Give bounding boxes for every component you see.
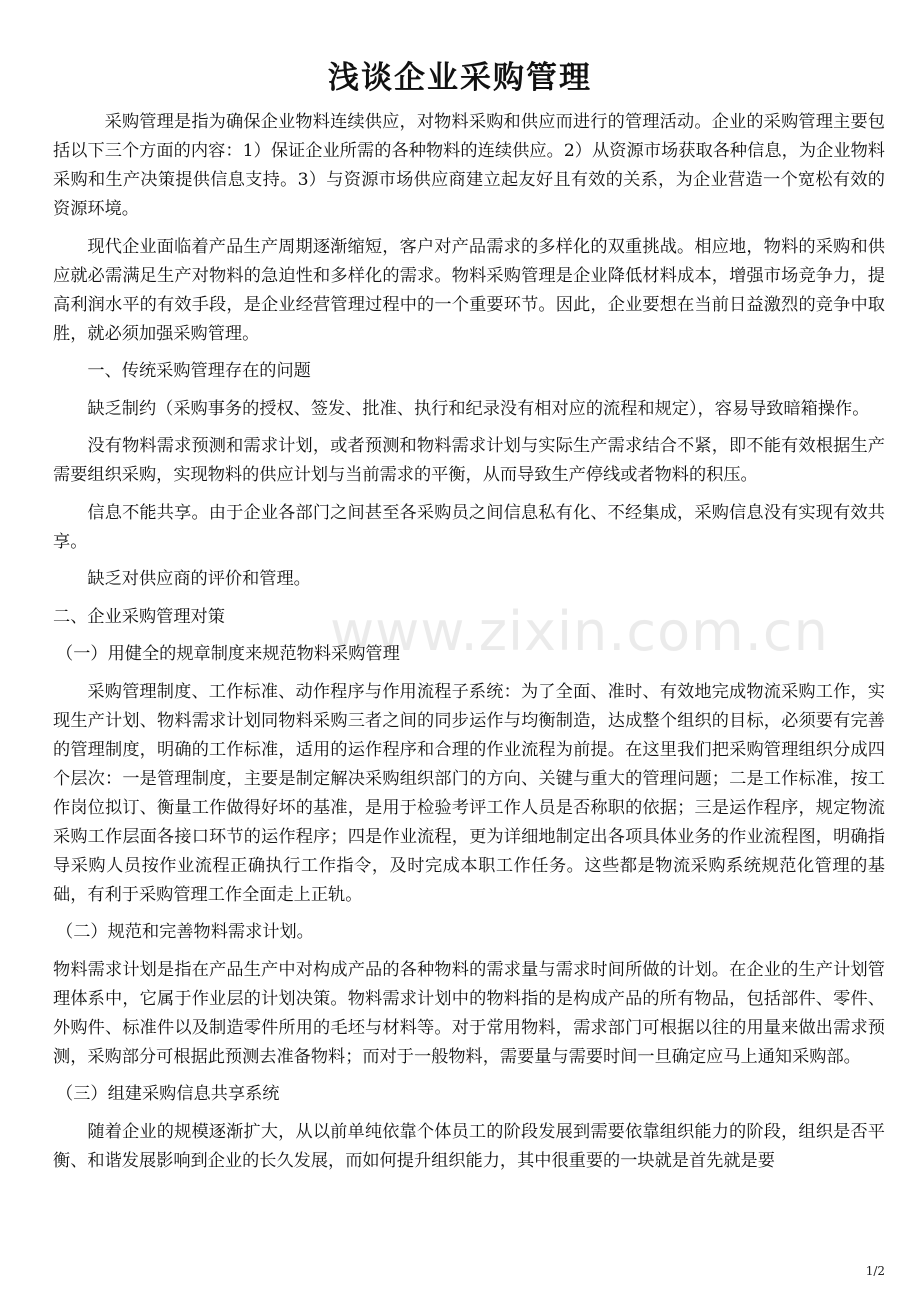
- document-body: [53, 108, 885, 1184]
- watermark: www.zixin.com.cn: [330, 600, 829, 663]
- document-title: 浅谈企业采购管理: [328, 60, 592, 96]
- paragraph-problem-2: 没有物料需求预测和需求计划，或者预测和物料需求计划与实际生产需求结合不紧，即不能有效根据生产需要组织采购，实现物料的供应计划与当前需求的平衡，从而导致生产停线或者物料的积压。: [53, 436, 885, 485]
- paragraph-subsection-1: 采购管理制度、工作标准、动作程序与作用流程子系统：为了全面、准时、有效地完成物流采购工作，实现生产计划、物料需求计划同物料采购三者之间的同步运作与均衡制造，达成整个组织的目标，必须要有完善的管理制度，明确的工作标准，适用的运作程序和合理的作业流程为前提。在这里我们把采购管理组织分成四个层次：一是管理制度，主要是制定解决采购组织部门的方向、关键与重大的管理问题；二是工作标准，按工作岗位拟订、衡量工作做得好坏的基准，是用于检验考评工作人员是否称职的依据；三是运作程序，规定物流采购工作层面各接口环节的运作程序；四是作业流程，更为详细地制定出各项具体业务的作业流程图，明确指导采购人员按作业流程正确执行工作指令，及时完成本职工作任务。这些都是物流采购系统规范化管理的基础，有利于采购管理工作全面走上正轨。: [53, 681, 885, 905]
- section-heading-problems: 一、传统采购管理存在的问题: [87, 361, 311, 381]
- paragraph-background: 现代企业面临着产品生产周期逐渐缩短，客户对产品需求的多样化的双重挑战。相应地，物料的采购和供应就必需满足生产对物料的急迫性和多样化的需求。物料采购管理是企业降低材料成本，增强市场竞争力，提高利润水平的有效手段，是企业经营管理过程中的一个重要环节。因此，企业要想在当前日益激烈的竞争中取胜，就必须加强采购管理。: [53, 236, 885, 344]
- paragraph-subsection-3: 随着企业的规模逐渐扩大，从以前单纯依靠个体员工的阶段发展到需要依靠组织能力的阶段，组织是否平衡、和谐发展影响到企业的长久发展，而如何提升组织能力，其中很重要的一块就是首先就是要: [53, 1121, 885, 1171]
- section-heading-countermeasures: 二、企业采购管理对策: [53, 606, 225, 627]
- paragraph-problem-4: 缺乏对供应商的评价和管理。: [87, 569, 311, 589]
- paragraph-subsection-2: 物料需求计划是指在产品生产中对构成产品的各种物料的需求量与需求时间所做的计划。在企业的生产计划管理体系中，它属于作业层的计划决策。物料需求计划中的物料指的是构成产品的所有物品，包括部件、零件、外购件、标准件以及制造零件所用的毛坯与材料等。对于常用物料，需求部门可根据以往的用量来做出需求预测，采购部分可根据此预测去准备物料；而对于一般物料，需要量与需要时间一旦确定应马上通知采购部。: [53, 959, 885, 1067]
- subsection-heading-2: （二）规范和完善物料需求计划。: [56, 922, 314, 942]
- subsection-heading-3: （三）组建采购信息共享系统: [56, 1084, 280, 1104]
- page-number: 1/2: [865, 1264, 885, 1278]
- paragraph-problem-1: 缺乏制约（采购事务的授权、签发、批准、执行和纪录没有相对应的流程和规定），容易导致暗箱操作。: [87, 398, 870, 419]
- paragraph-intro: 采购管理是指为确保企业物料连续供应，对物料采购和供应而进行的管理活动。企业的采购管理主要包括以下三个方面的内容：1）保证企业所需的各种物料的连续供应。2）从资源市场获取各种信息，为企业物料采购和生产决策提供信息支持。3）与资源市场供应商建立起友好且有效的关系，为企业营造一个宽松有效的资源环境。: [53, 112, 885, 219]
- subsection-heading-1: （一）用健全的规章制度来规范物料采购管理: [56, 644, 400, 664]
- paragraph-problem-3: 信息不能共享。由于企业各部门之间甚至各采购员之间信息私有化、不经集成，采购信息没有实现有效共享。: [53, 502, 885, 552]
